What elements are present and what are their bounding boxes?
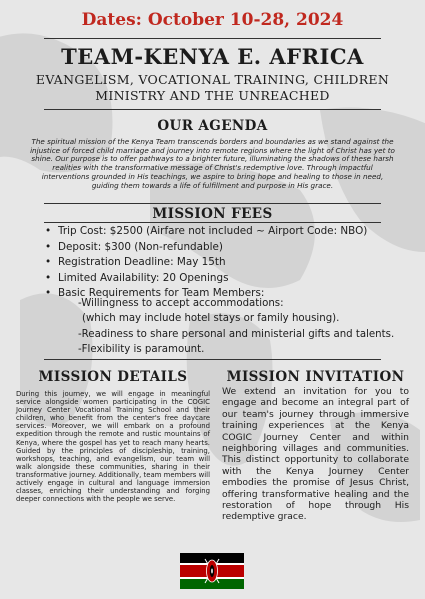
agenda-heading: OUR AGENDA [157,118,268,134]
event-dates: Dates: October 10-28, 2024 [81,10,344,30]
fee-item-trip-cost: • Trip Cost: $2500 (Airfare not included ~ Airport Code: NBO) [45,224,405,240]
details-heading: MISSION DETAILS [38,369,188,385]
page-subtitle: EVANGELISM, VOCATIONAL TRAINING, CHILDREN MINISTRY AND THE UNREACHED [35,72,390,103]
requirements-list [78,296,408,357]
page-title: TEAM-KENYA E. AFRICA [61,44,364,69]
invitation-heading: MISSION INVITATION [226,369,405,385]
columns-divider [44,359,381,360]
requirement-item: (which may include hotel stays or family housing). [82,313,340,325]
kenya-flag-icon [180,553,244,589]
requirement-item: -Flexibility is paramount. [78,343,205,355]
fees-top-divider [44,203,381,204]
agenda-paragraph: The spiritual mission of the Kenya Team transcends borders and boundaries as we stand against the injustice of forced child marriage and journey into remote regions where the light of Christ has yet to shine. Our purpose is to offer pathways to a brighter future, illuminating the shadows of these harsh realities with the transformative message of Christ's redemptive love. Through impactful interventions grounded in His teachings, we aspire to bring hope and healing to those in need, guiding them towards a life of fulfillment and purpose in His grace. [30,137,395,190]
details-paragraph: During this journey, we will engage in meaningful service alongside women participating in the COGIC Journey Center Vocational Training School and their children, who benefit from the center's free daycare services. Moreover, we will embark on a profound expedition through the remote and rustic mountains of Kenya, where the gospel has yet to reach many hearts. Guided by the principles of discipleship, training, workshops, teaching, and evangelism, our team will walk alongside these communities, sharing in their transformative journey. Additionally, team members will actively engage in cultural and language immersion classes, enriching their understanding and forging deeper connections with the people we serve. [16,390,210,504]
fee-item-deposit: • Deposit: $300 (Non-refundable) [45,240,405,256]
fee-item-requirements: • Basic Requirements for Team Members: [45,286,405,302]
fees-heading: MISSION FEES [152,206,273,222]
fee-item-availability: • Limited Availability: 20 Openings [45,271,405,287]
requirement-item: -Willingness to accept accommodations: [78,298,284,309]
fee-item-deadline: • Registration Deadline: May 15th [45,255,405,271]
fees-bottom-divider [44,222,381,223]
fees-list [45,224,405,302]
invitation-paragraph: We extend an invitation for you to engage and become an integral part of our team's journey through immersive training experiences at the Kenya COGIC Journey Center and within neighboring villages and communities. This distinct opportunity to collaborate with the Kenya Journey Center embodies the promise of Jesus Christ, offering transformative healing and the restoration of hope through His redemptive grace. [222,386,409,523]
title-bottom-divider [44,109,381,110]
title-top-divider [44,38,381,39]
requirement-item: -Readiness to share personal and ministerial gifts and talents. [78,328,395,340]
